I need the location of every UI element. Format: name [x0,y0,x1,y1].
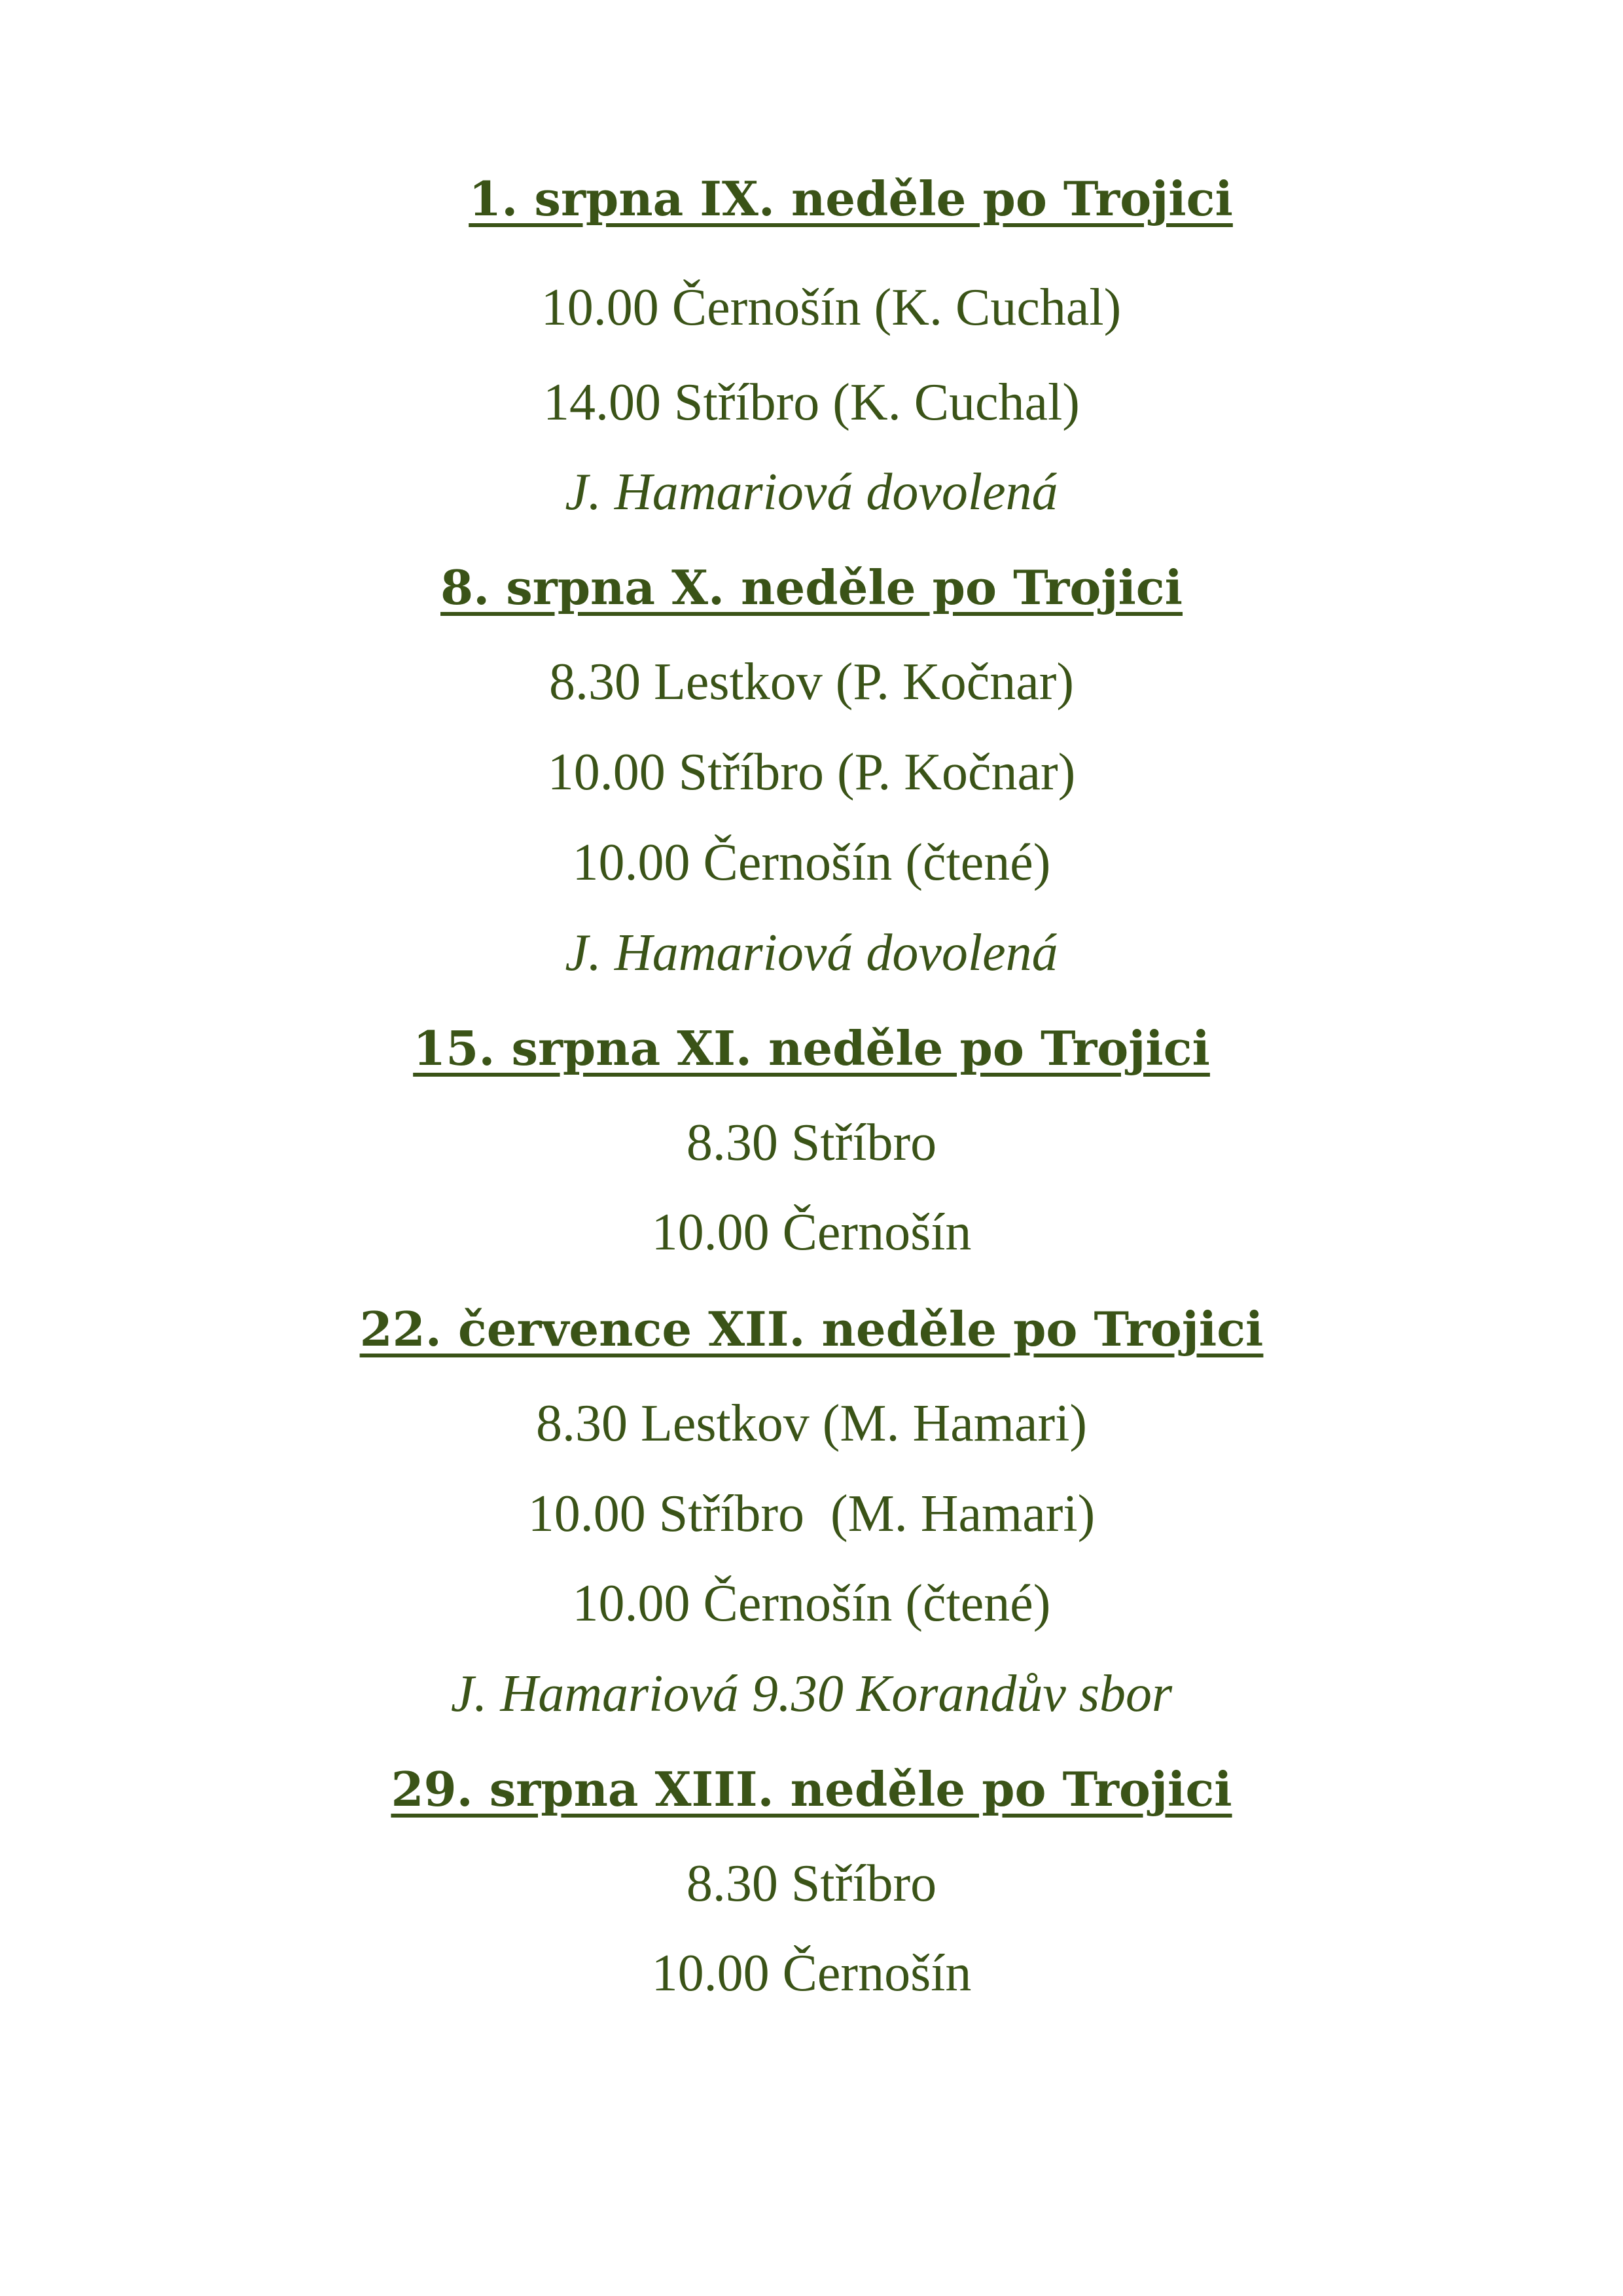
service-line: 10.00 Stříbro (M. Hamari) [527,1485,1096,1543]
service-line: 10.00 Černošín (čtené) [572,1575,1051,1632]
service-line: 8.30 Stříbro [686,1114,937,1172]
service-line: 10.00 Stříbro (P. Kočnar) [547,744,1076,801]
service-line: 10.00 Černošín (K. Cuchal) [541,279,1122,336]
service-line: 14.00 Stříbro (K. Cuchal) [543,374,1080,431]
service-line: 8.30 Lestkov (M. Hamari) [535,1395,1088,1452]
note-line: J. Hamariová dovolená [565,463,1058,521]
service-line: 10.00 Černošín [651,1204,972,1261]
service-line: 10.00 Černošín [651,1945,972,2002]
section-heading: 8. srpna X. neděle po Trojici [440,560,1183,615]
note-line: J. Hamariová 9.30 Korandův sbor [450,1665,1173,1723]
section-heading: 22. července XII. neděle po Trojici [359,1301,1264,1357]
note-line: J. Hamariová dovolená [565,924,1058,982]
service-line: 10.00 Černošín (čtené) [572,834,1051,891]
service-line: 8.30 Lestkov (P. Kočnar) [548,653,1075,711]
section-heading: 15. srpna XI. neděle po Trojici [413,1020,1210,1076]
section-heading: 1. srpna IX. neděle po Trojici [469,171,1233,226]
service-line: 8.30 Stříbro [686,1855,937,1912]
section-heading: 29. srpna XIII. neděle po Trojici [391,1761,1232,1817]
